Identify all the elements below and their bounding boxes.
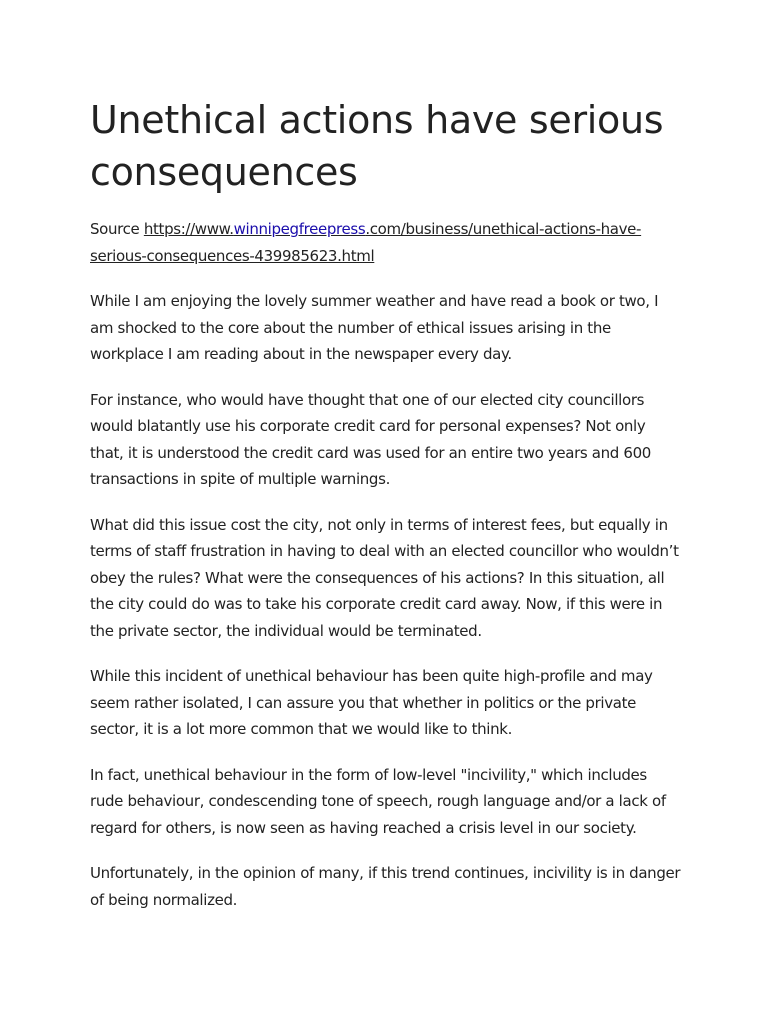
source-line [90,216,682,269]
paragraph-2: For instance, who would have thought that one of our elected city councillors would blatantly use his corporate credit card for personal expenses? Not only that, it is understood the credit card was used for an entire two years and 600 transactions in spite of multiple warnings. [90,390,651,488]
paragraph-1: While I am enjoying the lovely summer weather and have read a book or two, I am shocked to the core about the number of ethical issues arising in the workplace I am reading about in the newspaper every day. [90,292,659,363]
source-label: Source [90,220,144,238]
article-title: Unethical actions have serious consequences [90,98,664,194]
source-link-host: winnipegfreepress [233,220,366,238]
paragraph-3: What did this issue cost the city, not only in terms of interest fees, but equally in terms of staff frustration in having to deal with an elected councillor who wouldn’t obey the rules? What were the consequences of his actions? In this situation, all the city could do was to take his corporate credit card away. Now, if this were in the private sector, the individual would be terminated. [90,515,679,640]
source-link[interactable] [90,220,641,265]
paragraph-4: While this incident of unethical behaviour has been quite high-profile and may seem rather isolated, I can assure you that whether in politics or the private sector, it is a lot more common that we would like to think. [90,667,653,738]
paragraph-5: In fact, unethical behaviour in the form of low-level "incivility," which includes rude behaviour, condescending tone of speech, rough language and/or a lack of regard for others, is now seen as having reached a crisis level in our society. [90,765,666,837]
source-link-prefix: https://www. [143,220,234,238]
paragraph-6: Unfortunately, in the opinion of many, if this trend continues, incivility is in danger of being normalized. [90,864,681,909]
document-page [90,94,682,932]
source-link-suffix: .com/business/unethical-actions-have-serious-consequences-439985623.html [90,220,642,265]
